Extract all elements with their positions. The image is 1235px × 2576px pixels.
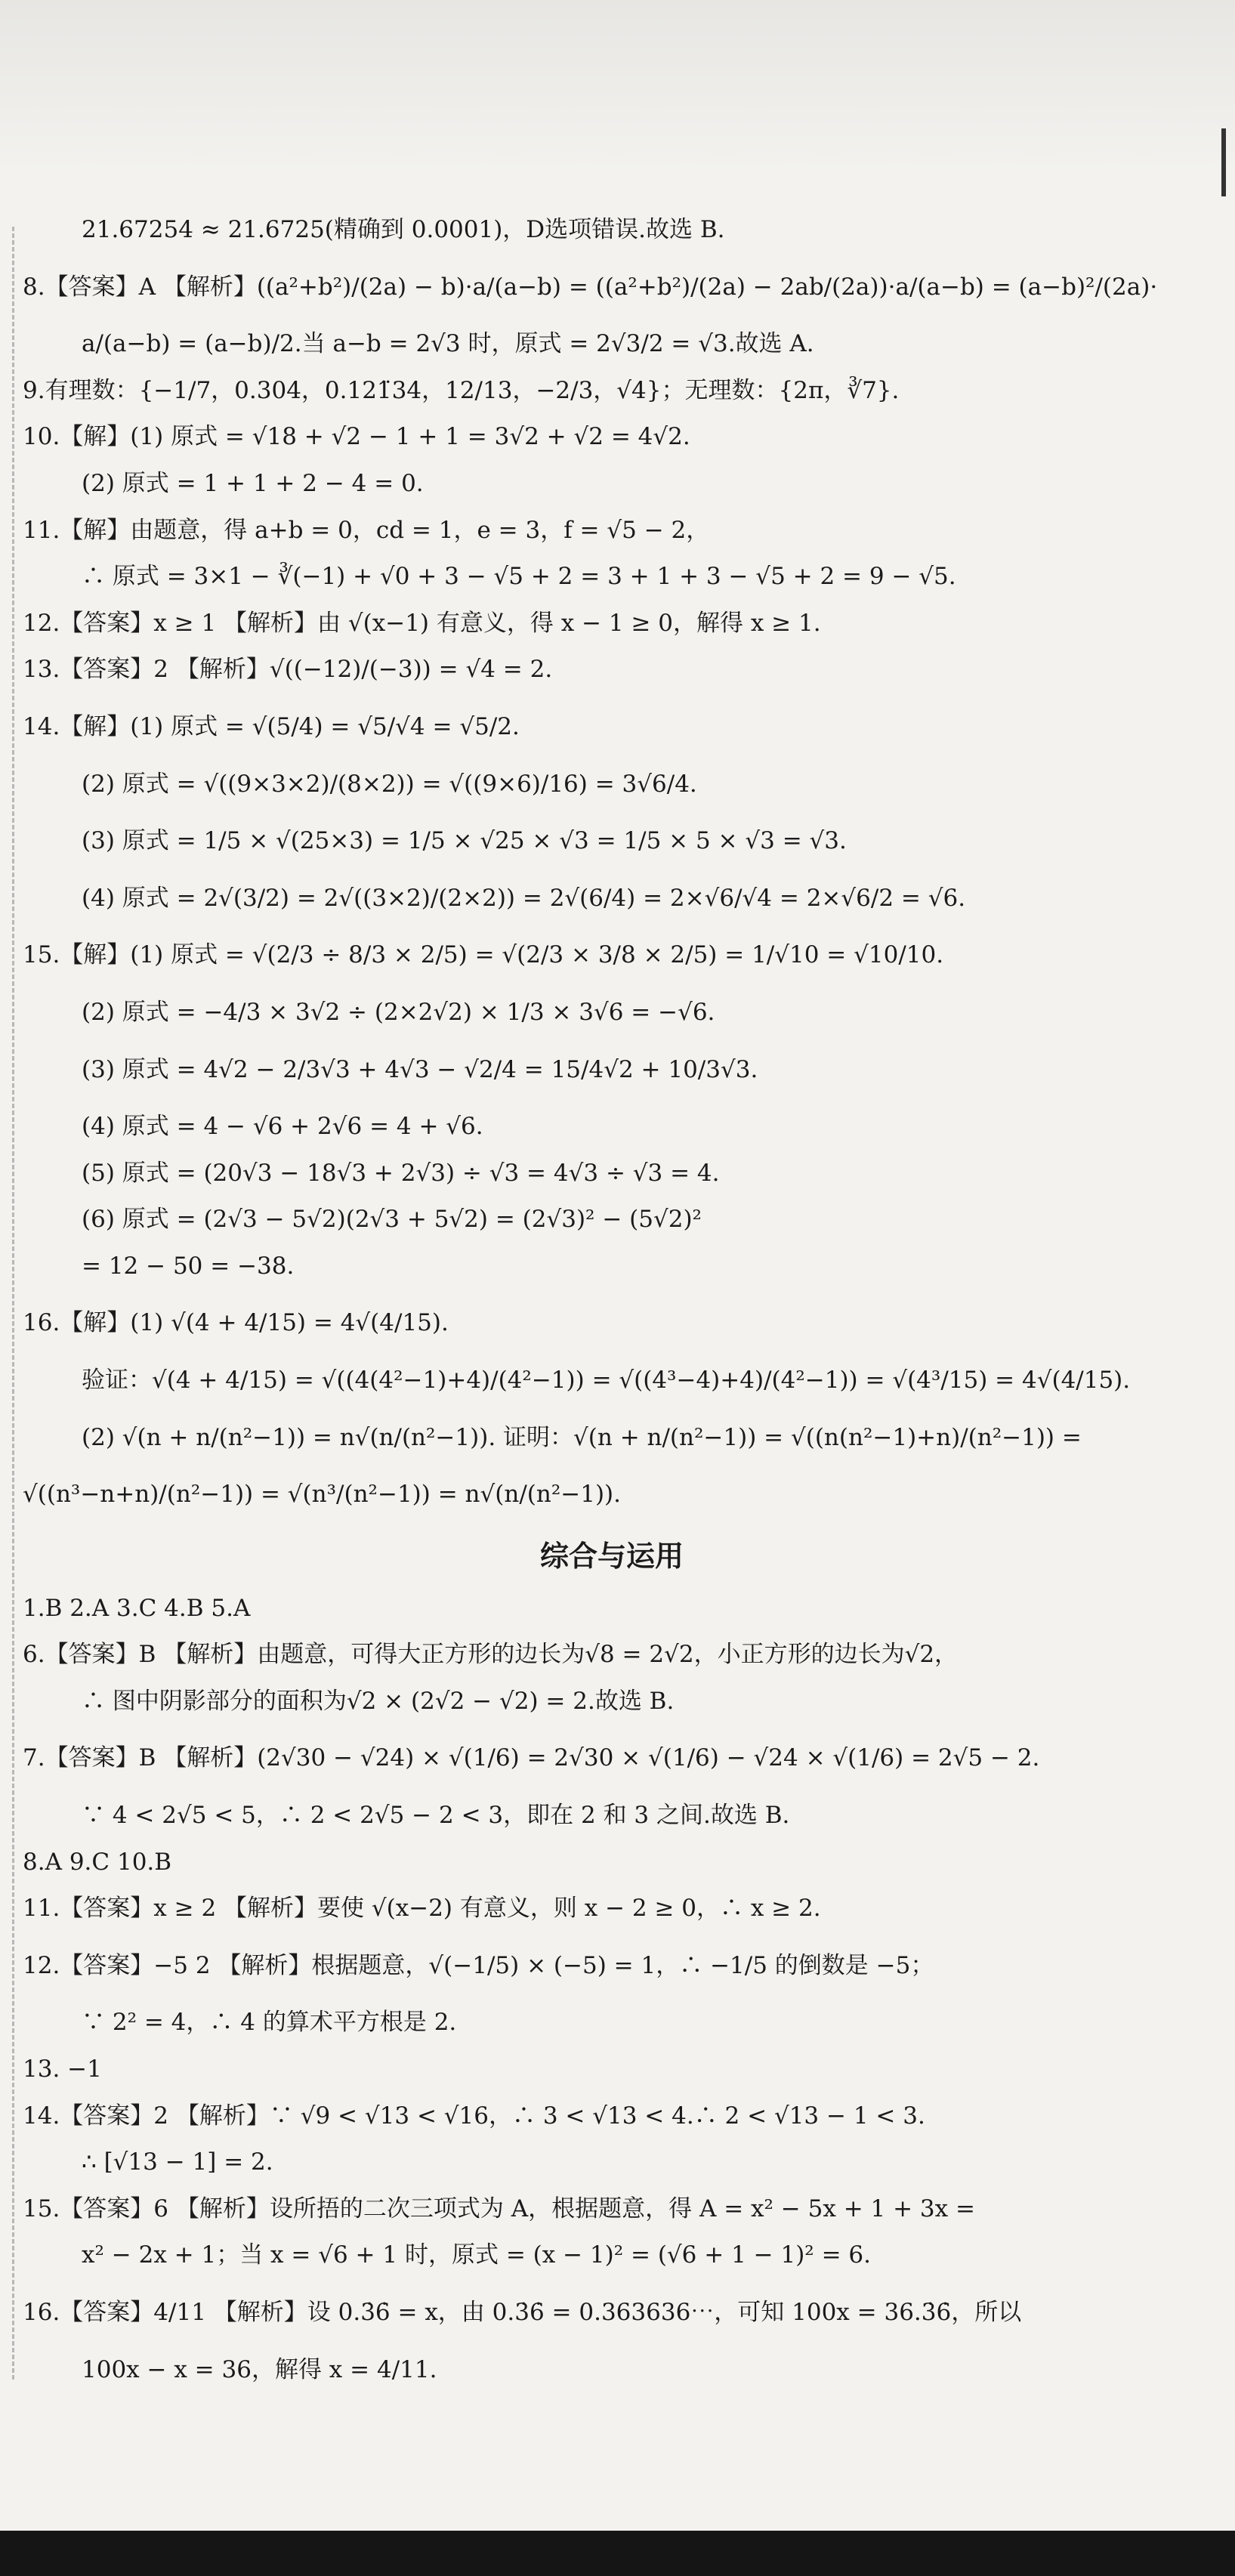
answer-line: (4) 原式 = 2√(3/2) = 2√((3×2)/(2×2)) = 2√(6/4) = 2×√6/√4 = 2×√6/2 = √6. xyxy=(82,884,966,912)
section-title: 综合与运用 xyxy=(539,1539,684,1573)
binding-dashed-line xyxy=(12,227,14,2380)
answer-content xyxy=(23,212,1201,2408)
answer-line: x² − 2x + 1；当 x = √6 + 1 时，原式 = (x − 1)² = (√6 + 1 − 1)² = 6. xyxy=(82,2241,871,2269)
answer-line: (6) 原式 = (2√3 − 5√2)(2√3 + 5√2) = (2√3)² − (5√2)² xyxy=(82,1206,702,1234)
answer-line: (2) 原式 = −4/3 × 3√2 ÷ (2×2√2) × 1/3 × 3√6 = −√6. xyxy=(82,998,715,1026)
answer-line: ∴ [√13 − 1] = 2. xyxy=(82,2148,273,2176)
answer-line: (3) 原式 = 4√2 − 2/3√3 + 4√3 − √2/4 = 15/4√2 + 10/3√3. xyxy=(82,1055,758,1083)
answer-line: 15.【答案】6 【解析】设所捂的二次三项式为 A，根据题意，得 A = x² − 5x + 1 + 3x = xyxy=(23,2195,975,2222)
answer-line: 21.67254 ≈ 21.6725(精确到 0.0001)，D选项错误.故选 B. xyxy=(82,216,725,243)
answer-line: 13.【答案】2 【解析】√((−12)/(−3)) = √4 = 2. xyxy=(23,656,553,684)
answer-line: 13. −1 xyxy=(23,2055,102,2083)
answer-block-1 xyxy=(23,212,1201,1514)
answer-line: 100x − x = 36，解得 x = 4/11. xyxy=(82,2355,437,2383)
scan-top-shadow xyxy=(0,0,1235,174)
answer-line: 验证：√(4 + 4/15) = √((4(4²−1)+4)/(4²−1)) = √((4³−4)+4)/(4²−1)) = √(4³/15) = 4√(4/15). xyxy=(82,1367,1131,1395)
answer-line: (3) 原式 = 1/5 × √(25×3) = 1/5 × √25 × √3 = 1/5 × 5 × √3 = √3. xyxy=(82,827,847,855)
answer-line: 12.【答案】−5 2 【解析】根据题意，√(−1/5) × (−5) = 1，∴ −1/5 的倒数是 −5； xyxy=(23,1951,934,1979)
answer-line: 11.【答案】x ≥ 2 【解析】要使 √(x−2) 有意义，则 x − 2 ≥ 0，∴ x ≥ 2. xyxy=(23,1895,821,1923)
scan-edge-mark xyxy=(1221,128,1226,196)
answer-line: 7.【答案】B 【解析】(2√30 − √24) × √(1/6) = 2√30 × √(1/6) − √24 × √(1/6) = 2√5 − 2. xyxy=(23,1744,1040,1772)
answer-line: 16.【答案】4/11 【解析】设 0.3̇6̇ = x，由 0.3̇6̇ = 0.363636⋯，可知 100x = 36.3̇6̇，所以 xyxy=(23,2298,1022,2326)
answer-line: 14.【答案】2 【解析】∵ √9 < √13 < √16，∴ 3 < √13 < 4.∴ 2 < √13 − 1 < 3. xyxy=(23,2102,925,2130)
answer-line: ∵ 4 < 2√5 < 5，∴ 2 < 2√5 − 2 < 3，即在 2 和 3 之间.故选 B. xyxy=(82,1802,790,1830)
answer-block-2 xyxy=(23,1590,1201,2389)
answer-line: ∴ 原式 = 3×1 − ∛(−1) + √0 + 3 − √5 + 2 = 3 + 1 + 3 − √5 + 2 = 9 − √5. xyxy=(82,563,956,591)
answer-line: 10.【解】(1) 原式 = √18 + √2 − 1 + 1 = 3√2 + √2 = 4√2. xyxy=(23,423,690,451)
answer-line: 15.【解】(1) 原式 = √(2/3 ÷ 8/3 × 2/5) = √(2/3 × 3/8 × 2/5) = 1/√10 = √10/10. xyxy=(23,941,944,969)
answer-line: ∵ 2² = 4，∴ 4 的算术平方根是 2. xyxy=(82,2009,457,2037)
answer-line: √((n³−n+n)/(n²−1)) = √(n³/(n²−1)) = n√(n/(n²−1)). xyxy=(23,1481,621,1509)
answer-line: (5) 原式 = (20√3 − 18√3 + 2√3) ÷ √3 = 4√3 ÷ √3 = 4. xyxy=(82,1159,720,1187)
answer-line: ∴ 图中阴影部分的面积为√2 × (2√2 − √2) = 2.故选 B. xyxy=(82,1687,675,1715)
answer-line: 14.【解】(1) 原式 = √(5/4) = √5/√4 = √5/2. xyxy=(23,712,520,740)
answer-line: 8.【答案】A 【解析】((a²+b²)/(2a) − b)·a/(a−b) = ((a²+b²)/(2a) − 2ab/(2a))·a/(a−b) = (a−b)²/(2a)· xyxy=(23,273,1158,301)
answer-line: 1.B 2.A 3.C 4.B 5.A xyxy=(23,1594,251,1622)
answer-line: 8.A 9.C 10.B xyxy=(23,1848,172,1876)
answer-line: a/(a−b) = (a−b)/2.当 a−b = 2√3 时，原式 = 2√3/2 = √3.故选 A. xyxy=(82,330,814,358)
answer-line: 6.【答案】B 【解析】由题意，可得大正方形的边长为√8 = 2√2，小正方形的边长为√2， xyxy=(23,1641,959,1669)
answer-line: 12.【答案】x ≥ 1 【解析】由 √(x−1) 有意义，得 x − 1 ≥ 0，解得 x ≥ 1. xyxy=(23,609,821,637)
answer-line: (2) √(n + n/(n²−1)) = n√(n/(n²−1)). 证明：√(n + n/(n²−1)) = √((n(n²−1)+n)/(n²−1)) = xyxy=(82,1423,1082,1451)
answer-line: = 12 − 50 = −38. xyxy=(82,1252,295,1280)
answer-line: 9.有理数：{−1/7，0.304，0.121̈34，12/13，−2/3，√4}；无理数：{2π，∛7}. xyxy=(23,376,900,404)
answer-line: (4) 原式 = 4 − √6 + 2√6 = 4 + √6. xyxy=(82,1113,483,1141)
scan-bottom-bar xyxy=(0,2531,1235,2576)
answer-line: (2) 原式 = √((9×3×2)/(8×2)) = √((9×6)/16) = 3√6/4. xyxy=(82,770,697,798)
answer-line: (2) 原式 = 1 + 1 + 2 − 4 = 0. xyxy=(82,469,424,497)
answer-line: 11.【解】由题意，得 a+b = 0，cd = 1，e = 3，f = √5 − 2， xyxy=(23,516,710,544)
answer-line: 16.【解】(1) √(4 + 4/15) = 4√(4/15). xyxy=(23,1309,449,1337)
